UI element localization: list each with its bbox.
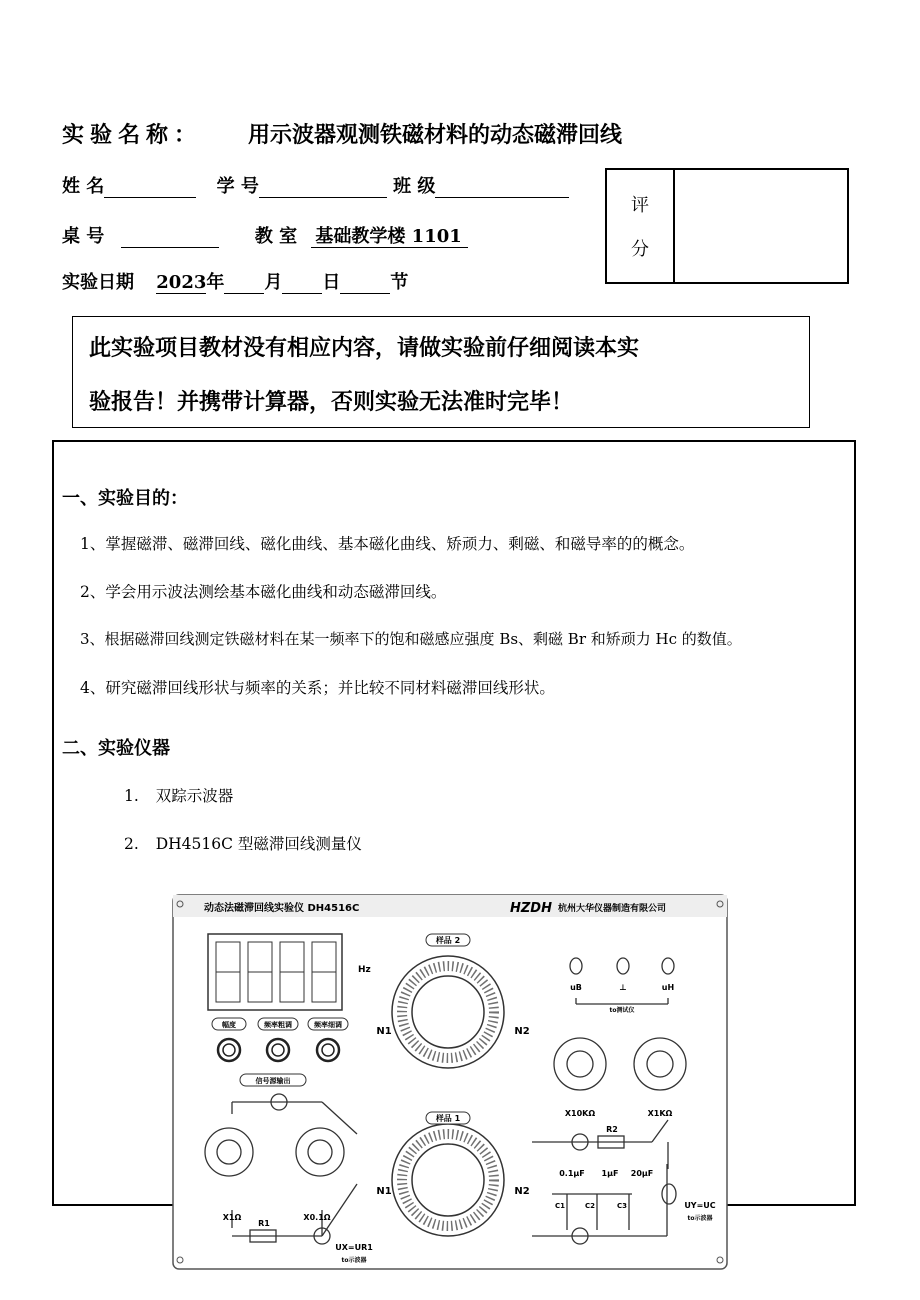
r2-label: R2 <box>606 1125 618 1134</box>
sample2-n2: N2 <box>514 1026 530 1037</box>
r1-label: R1 <box>258 1219 270 1228</box>
sample2-label: 样品 2 <box>435 936 461 945</box>
sample1-label: 样品 1 <box>435 1114 461 1123</box>
score-label <box>607 170 675 282</box>
name-label: 姓 名 <box>62 176 105 197</box>
period-field[interactable] <box>340 273 390 294</box>
purpose-item-3: 3、根据磁滞回线测定铁磁材料在某一频率下的饱和磁感应强度 Bs、剩磁 Br 和矫顽力 Hc 的数值。 <box>80 630 742 648</box>
knob-label-coarse: 频率粗调 <box>264 1021 292 1029</box>
uy-label: UY=UC <box>684 1201 716 1210</box>
cap-value-2: 1μF <box>601 1169 619 1178</box>
hz-label: Hz <box>358 965 371 975</box>
scope-label-left: to示波器 <box>341 1257 367 1264</box>
instruments-heading: 二、实验仪器 <box>62 738 170 759</box>
room-label: 教 室 <box>254 226 298 247</box>
instrument-item-1 <box>124 784 233 806</box>
x01-label: X0.1Ω <box>303 1213 331 1222</box>
cap-value-1: 0.1μF <box>559 1169 585 1178</box>
score-label-2: 分 <box>631 239 649 260</box>
notice-box <box>72 316 810 428</box>
info-row-1 <box>62 172 569 198</box>
student-id-field[interactable] <box>259 177 387 198</box>
knob-label-fine: 频率细调 <box>314 1021 342 1029</box>
name-field[interactable] <box>104 177 196 198</box>
cap-2: C2 <box>584 1202 596 1210</box>
experiment-name-label: 实验名称： <box>62 122 203 148</box>
purpose-item-1: 1、掌握磁滞、磁滞回线、磁化曲线、基本磁化曲线、矫顽力、剩磁、和磁导率的的概念。 <box>80 535 695 553</box>
student-id-label: 学 号 <box>216 176 259 197</box>
instrument-panel-image <box>172 894 728 1270</box>
panel-title: 动态法磁滞回线实验仪 DH4516C <box>204 903 360 914</box>
panel-maker: 杭州大华仪器制造有限公司 <box>558 904 667 914</box>
ub-label: uB <box>570 983 582 992</box>
sample1-n1: N1 <box>376 1186 392 1197</box>
purpose-item-2: 2、学会用示波法测绘基本磁化曲线和动态磁滞回线。 <box>80 583 447 601</box>
sample2-n1: N1 <box>376 1026 392 1037</box>
x1-label: X1Ω <box>222 1213 242 1222</box>
scope-label-right: to示波器 <box>687 1215 713 1222</box>
score-label-1: 评 <box>631 195 649 216</box>
cap-value-3: 20μF <box>630 1169 654 1178</box>
period-unit: 节 <box>390 272 409 293</box>
room-value: 基础教学楼 1101 <box>311 226 467 248</box>
cap-1: C1 <box>554 1202 566 1210</box>
class-field[interactable] <box>435 177 569 198</box>
instrument-item-2 <box>124 832 362 854</box>
score-box <box>605 168 849 284</box>
purpose-heading: 一、实验目的： <box>62 488 188 509</box>
ground-label: ⊥ <box>619 983 627 992</box>
class-label: 班 级 <box>393 176 436 197</box>
desk-label: 桌 号 <box>62 226 105 247</box>
tester-label: to测试仪 <box>609 1007 635 1014</box>
notice-line-2: 验报告！并携带计算器，否则实验无法准时完毕！ <box>89 389 574 415</box>
instrument-num-1: 1. <box>124 787 139 805</box>
x1k-label: X1KΩ <box>647 1109 673 1118</box>
info-row-2 <box>62 222 468 248</box>
instrument-text-2: DH4516C 型磁滞回线测量仪 <box>155 835 362 853</box>
knob-label-amplitude: 幅度 <box>222 1021 236 1029</box>
signal-out-label: 信号源输出 <box>255 1077 291 1085</box>
instrument-num-2: 2. <box>124 835 139 853</box>
year-unit: 年 <box>206 272 225 293</box>
day-unit: 日 <box>322 272 341 293</box>
month-field[interactable] <box>224 273 264 294</box>
purpose-item-4: 4、研究磁滞回线形状与频率的关系；并比较不同材料磁滞回线形状。 <box>80 679 555 697</box>
cap-3: C3 <box>616 1202 628 1210</box>
date-label: 实验日期 <box>62 272 134 293</box>
year-value: 2023 <box>156 272 207 293</box>
instrument-text-1: 双踪示波器 <box>155 787 234 805</box>
month-unit: 月 <box>264 272 283 293</box>
experiment-title: 用示波器观测铁磁材料的动态磁滞回线 <box>248 122 623 148</box>
day-field[interactable] <box>282 273 322 294</box>
notice-line-1: 此实验项目教材没有相应内容，请做实验前仔细阅读本实 <box>89 335 640 361</box>
sample1-n2: N2 <box>514 1186 530 1197</box>
x10k-label: X10KΩ <box>564 1109 596 1118</box>
ux-label: UX=UR1 <box>335 1243 373 1252</box>
info-row-3 <box>62 268 408 294</box>
panel-brand: HZDH <box>510 901 552 916</box>
desk-field[interactable] <box>121 227 219 248</box>
score-field[interactable] <box>675 170 847 282</box>
uh-label: uH <box>661 983 675 992</box>
